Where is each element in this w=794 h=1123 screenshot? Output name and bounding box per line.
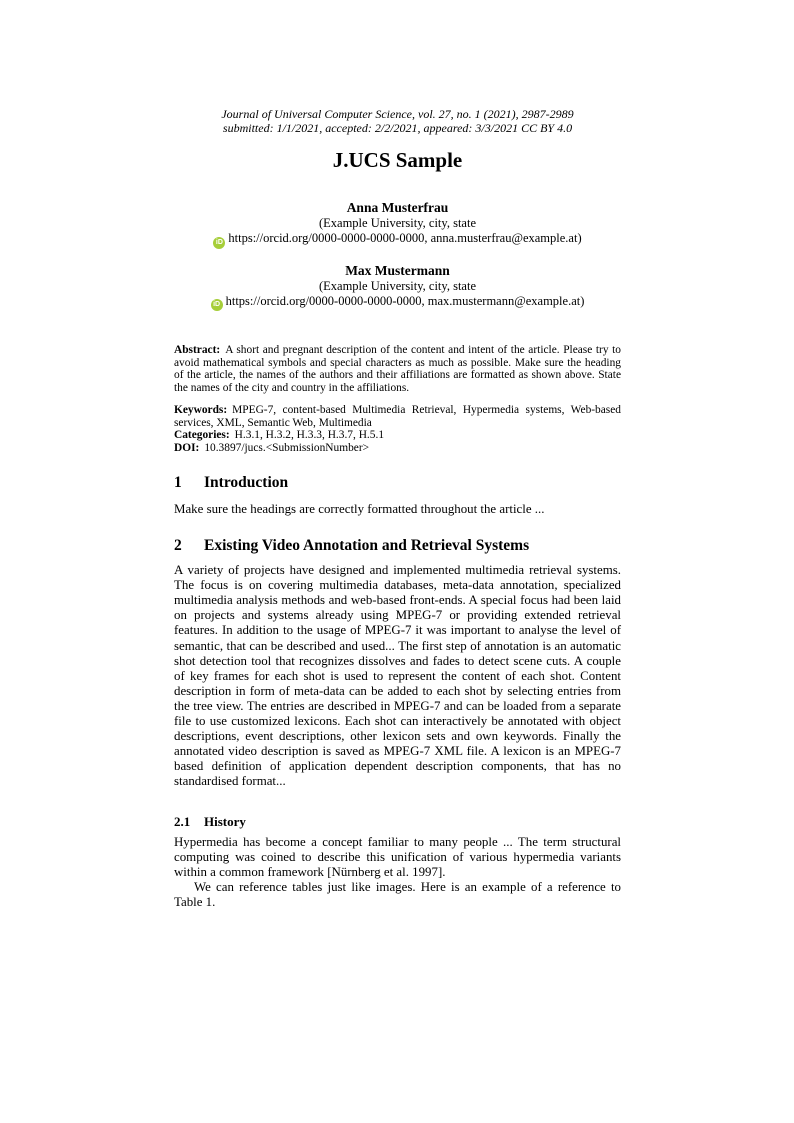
section-heading-introduction bbox=[174, 474, 621, 492]
author-affiliation: (Example University, city, state bbox=[318, 278, 476, 293]
categories-text: H.3.1, H.3.2, H.3.3, H.3.7, H.5.1 bbox=[234, 429, 385, 442]
author-orcid-line bbox=[174, 230, 621, 249]
article-meta bbox=[174, 404, 621, 454]
history-paragraph-2: We can reference tables just like images. Here is an example of a reference to Table 1. bbox=[174, 879, 621, 909]
author-block-2 bbox=[174, 263, 621, 312]
orcid-link[interactable]: https://orcid.org/0000-0000-0000-0000, max.mustermann@example.at) bbox=[225, 293, 585, 308]
abstract-text: A short and pregnant description of the content and intent of the article. Please try to avoid mathematical symbols and special characters as much as possible. Make sure the heading of the article, the names of the authors and their affiliations are formatted as shown above. State the names of the city and country in the affiliations. bbox=[174, 344, 621, 394]
journal-header-line2: submitted: 1/1/2021, accepted: 2/2/2021, appeared: 3/3/2021 CC BY 4.0 bbox=[222, 120, 573, 135]
categories-label: Categories: bbox=[174, 429, 230, 442]
orcid-link[interactable]: https://orcid.org/0000-0000-0000-0000, anna.musterfrau@example.at) bbox=[228, 231, 582, 245]
section-heading-existing-systems bbox=[174, 537, 621, 555]
subsection-number: 2.1 bbox=[174, 813, 191, 829]
abstract-label: Abstract: bbox=[174, 344, 221, 356]
journal-header-line1: Journal of Universal Computer Science, vol. 27, no. 1 (2021), 2987-2989 bbox=[221, 107, 574, 121]
article-content bbox=[174, 108, 621, 910]
section-title: Introduction bbox=[204, 474, 289, 491]
orcid-icon: iD bbox=[211, 299, 223, 311]
doi-label: DOI: bbox=[174, 441, 200, 454]
keywords-text: MPEG-7, content-based Multimedia Retrieval, Hypermedia systems, Web-based services, XML, Semantic Web, Multimedia bbox=[174, 404, 621, 429]
author-name: Max Mustermann bbox=[345, 262, 450, 278]
section-number: 2 bbox=[174, 537, 182, 555]
introduction-paragraph: Make sure the headings are correctly formatted throughout the article ... bbox=[174, 502, 545, 516]
history-paragraph-1: Hypermedia has become a concept familiar to many people ... The term structural computing was coined to describe this unification of various hypermedia variants within a common framework [Nürnberg et al. 1997]. bbox=[174, 834, 621, 879]
journal-header bbox=[174, 108, 621, 135]
subsection-heading-history bbox=[174, 815, 621, 829]
author-orcid-line bbox=[174, 293, 621, 312]
existing-systems-paragraph: A variety of projects have designed and implemented multimedia retrieval systems. The focus is on covering multimedia databases, meta-data annotation, specialized multimedia analysis methods and web-based front-ends. A special focus had been laid on projects and systems already using MPEG-7 or providing extended retrieval features. In addition to the usage of MPEG-7 it was important to analyse the level of semantic, that can be described and used... The first step of annotation is an automatic shot detection tool that recognizes dissolves and fades to detect scene cuts. A couple of key frames for each shot is used to represent the content of each shot. Content description in form of meta-data can be added to each shot by selecting entries from the tree view. The entries are described in MPEG-7 and can be loaded from a separate file to use customized lexicons. Each shot can interactively be annotated with object descriptions, event descriptions, other lexicon sets and own keywords. Finally the annotated video description is saved as MPEG-7 XML file. A lexicon is an MPEG-7 based definition of application dependent description components, that has no standardised format... bbox=[174, 563, 621, 789]
section-title: Existing Video Annotation and Retrieval Systems bbox=[204, 537, 530, 555]
subsection-title: History bbox=[204, 813, 246, 829]
author-block-1 bbox=[174, 200, 621, 249]
author-affiliation: (Example University, city, state bbox=[318, 216, 476, 230]
abstract-paragraph bbox=[174, 344, 621, 394]
doi-text: 10.3897/jucs.<SubmissionNumber> bbox=[204, 441, 370, 454]
article-title: J.UCS Sample bbox=[332, 148, 463, 172]
section-number: 1 bbox=[174, 474, 182, 491]
orcid-icon: iD bbox=[213, 237, 225, 249]
author-name: Anna Musterfrau bbox=[346, 200, 449, 215]
keywords-label: Keywords: bbox=[174, 404, 228, 417]
